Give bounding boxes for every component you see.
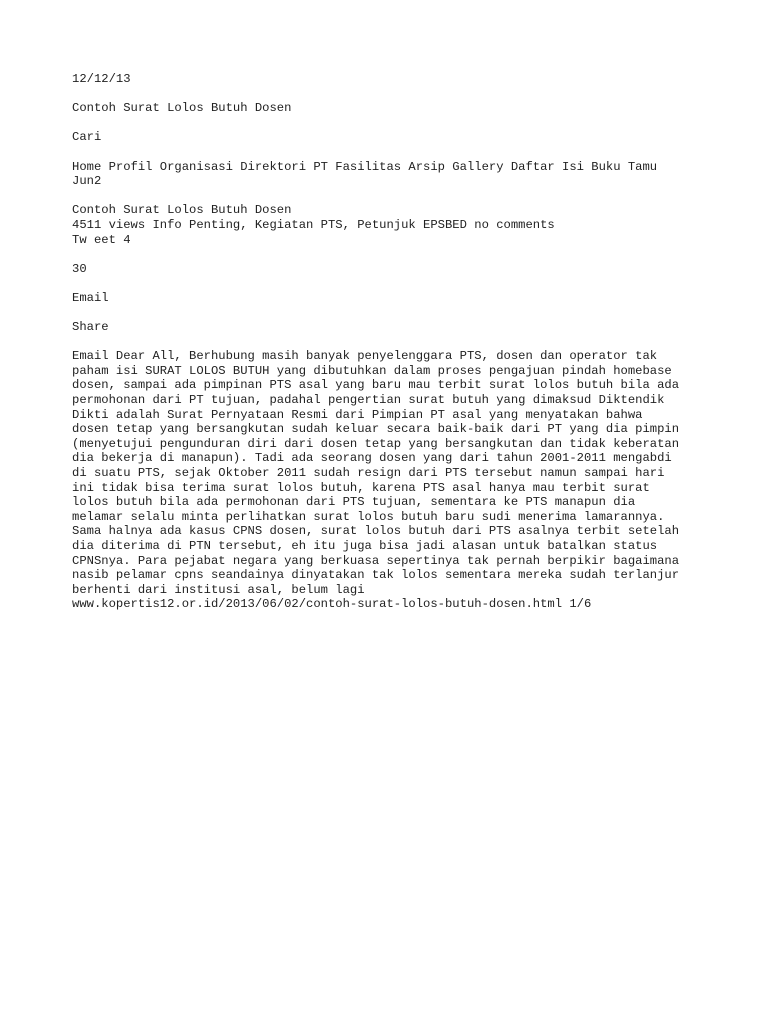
body-line: dosen tetap yang bersangkutan sudah keluar secara baik-baik dari PT yang dia pimpin <box>72 422 680 437</box>
body-line: (menyetujui pengunduran diri dari dosen tetap yang bersangkutan dan tidak keberatan <box>72 436 680 451</box>
article-title[interactable]: Contoh Surat Lolos Butuh Dosen <box>72 203 292 218</box>
email-block <box>72 291 712 306</box>
page-url-footer: www.kopertis12.or.id/2013/06/02/contoh-surat-lolos-butuh-dosen.html 1/6 <box>72 597 592 612</box>
body-line: lolos butuh bila ada permohonan dari PTS tujuan, sementara ke PTS manapun dia <box>72 495 636 510</box>
article-meta: 4511 views Info Penting, Kegiatan PTS, Petunjuk EPSBED no comments <box>72 217 555 232</box>
share-block <box>72 320 712 335</box>
body-line: dia diterima di PTN tersebut, eh itu juga bisa jadi alasan untuk batalkan status <box>72 539 658 553</box>
body-line: ini tidak bisa terima surat lolos butuh, karena PTS asal hanya mau terbit surat <box>72 480 650 495</box>
share-count-block <box>72 262 712 277</box>
body-line: permohonan dari PT tujuan, padahal pengertian surat butuh yang dimaksud Diktendik <box>72 393 665 408</box>
body-line: melamar selalu minta perlihatkan surat lolos butuh baru sudi menerima lamarannya. <box>72 509 665 524</box>
nav-menu-line-2[interactable]: Jun2 <box>72 174 102 189</box>
share-button[interactable]: Share <box>72 320 109 335</box>
print-date: 12/12/13 <box>72 72 131 86</box>
body-line: dia bekerja di manapun). Tadi ada seorang dosen yang dari tahun 2001-2011 mengabdi <box>72 451 672 466</box>
body-line: berhenti dari institusi asal, belum lagi <box>72 582 365 597</box>
page-title: Contoh Surat Lolos Butuh Dosen <box>72 101 292 116</box>
email-button[interactable]: Email <box>72 290 109 305</box>
search-link[interactable]: Cari <box>72 130 102 145</box>
body-line: dosen, sampai ada pimpinan PTS asal yang baru mau terbit surat lolos butuh bila ada <box>72 378 680 393</box>
share-count: 30 <box>72 261 87 276</box>
body-line: paham isi SURAT LOLOS BUTUH yang dibutuhkan dalam proses pengajuan pindah homebase <box>72 363 672 378</box>
article-body <box>72 349 712 612</box>
article-header <box>72 203 712 247</box>
body-line: Dikti adalah Surat Pernyataan Resmi dari Pimpian PT asal yang menyatakan bahwa <box>72 407 643 422</box>
body-line: Sama halnya ada kasus CPNS dosen, surat lolos butuh dari PTS asalnya terbit setelah <box>72 524 680 539</box>
tweet-button[interactable]: Tw eet 4 <box>72 232 131 247</box>
nav-menu <box>72 160 712 189</box>
body-line: di suatu PTS, sejak Oktober 2011 sudah resign dari PTS tersebut namun sampai hari <box>72 466 665 481</box>
print-date-block <box>72 72 712 87</box>
search-block <box>72 130 712 145</box>
printed-page <box>72 72 712 612</box>
body-line: CPNSnya. Para pejabat negara yang berkuasa sepertinya tak pernah berpikir bagaimana <box>72 553 680 568</box>
body-line: Email Dear All, Berhubung masih banyak penyelenggara PTS, dosen dan operator tak <box>72 349 658 364</box>
page-title-block <box>72 101 712 116</box>
body-line: nasib pelamar cpns seandainya dinyatakan tak lolos sementara mereka sudah terlanjur <box>72 568 680 583</box>
nav-menu-line-1[interactable]: Home Profil Organisasi Direktori PT Fasilitas Arsip Gallery Daftar Isi Buku Tamu <box>72 159 658 174</box>
